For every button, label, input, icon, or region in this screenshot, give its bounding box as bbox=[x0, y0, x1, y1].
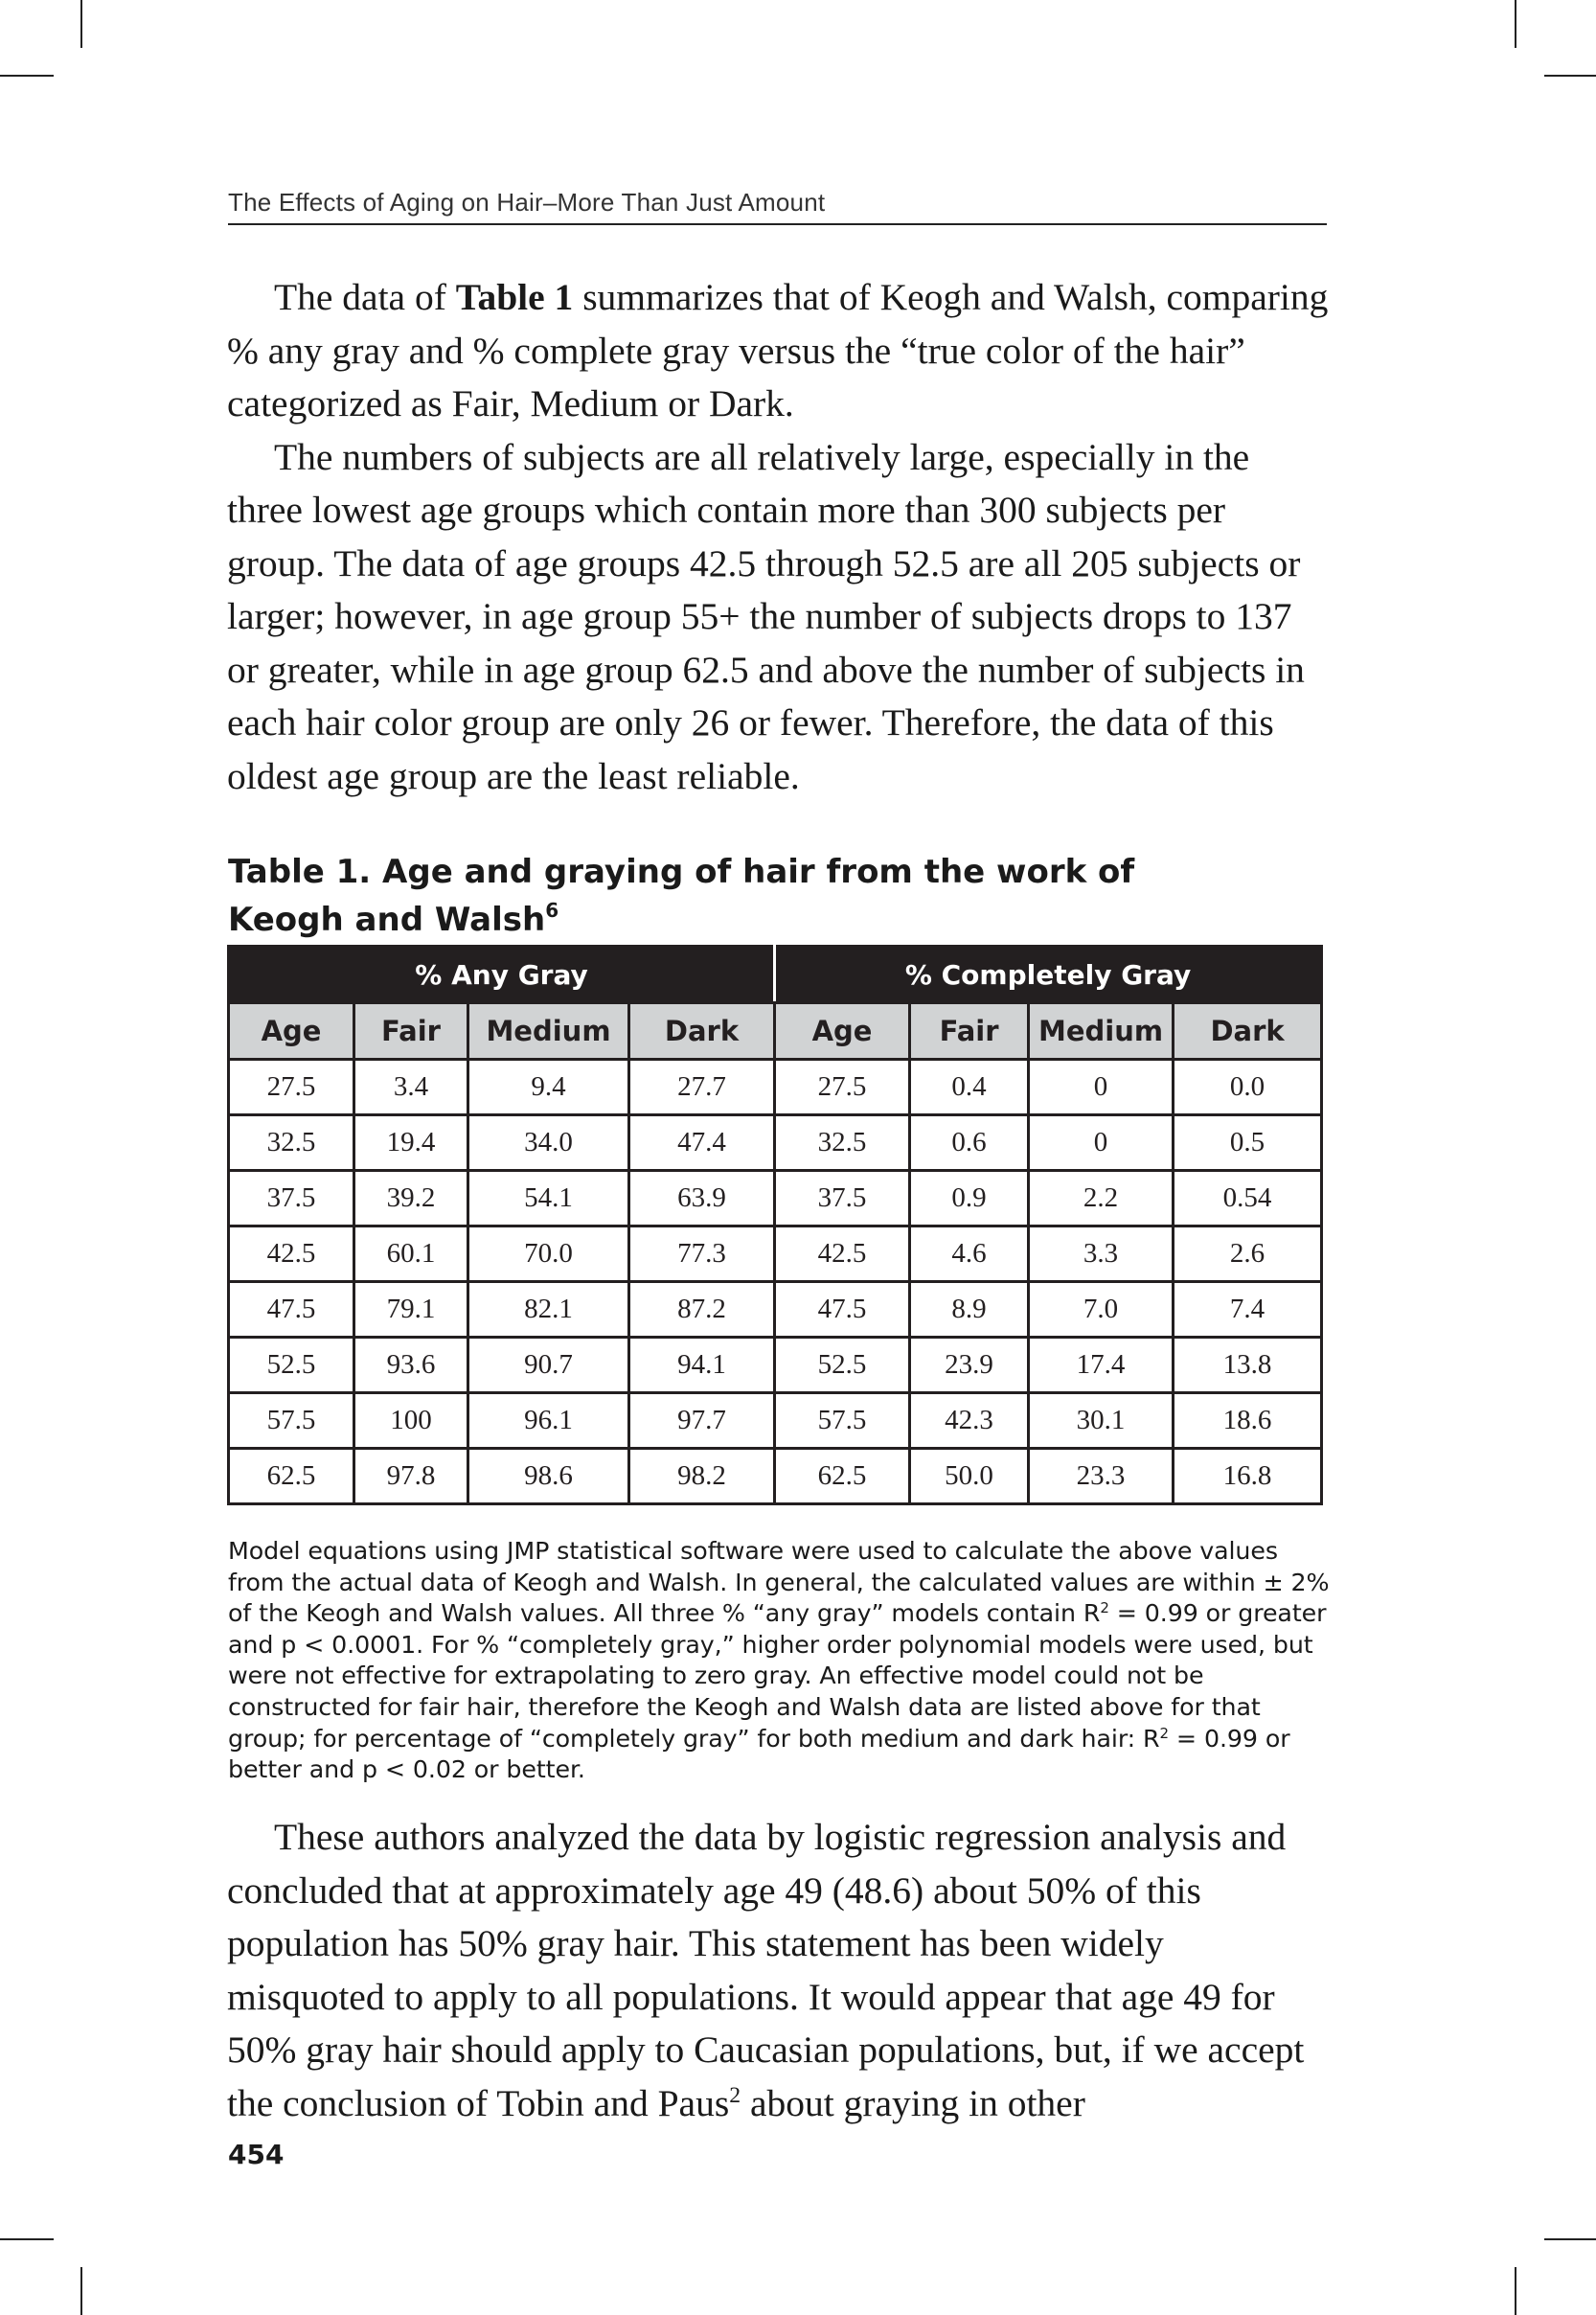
column-header: Fair bbox=[910, 1003, 1029, 1060]
paragraph bbox=[227, 1811, 1329, 2130]
body-text-bottom bbox=[227, 1811, 1329, 2130]
table-cell: 3.4 bbox=[354, 1060, 468, 1115]
table-cell: 77.3 bbox=[629, 1226, 775, 1282]
paragraph-text: These authors analyzed the data by logistic regression analysis and concluded that at approximately age 49 (48.6) about 50% of this population has 50% gray hair. This statement has been widely misquoted to apply to all populations. It would appear that age 49 for 50% gray hair should apply to Caucasian populations, but, if we accept the conclusion of Tobin and Paus bbox=[227, 1816, 1305, 2124]
table-cell: 27.5 bbox=[229, 1060, 354, 1115]
column-header: Medium bbox=[468, 1003, 629, 1060]
table-cell: 94.1 bbox=[629, 1338, 775, 1393]
table-cell: 42.5 bbox=[775, 1226, 910, 1282]
table-cell: 57.5 bbox=[775, 1393, 910, 1449]
table-cell: 52.5 bbox=[229, 1338, 354, 1393]
table-cell: 63.9 bbox=[629, 1171, 775, 1226]
table-cell: 8.9 bbox=[910, 1282, 1029, 1338]
table-cell: 96.1 bbox=[468, 1393, 629, 1449]
table-cell: 82.1 bbox=[468, 1282, 629, 1338]
table-cell: 39.2 bbox=[354, 1171, 468, 1226]
table-footnote-text: Model equations using JMP statistical software were used to calculate the above values from the actual data of Keogh and Walsh. In general, the calculated values are within ± 2% of the Keogh and Walsh values. All three % “any gray” models contain R bbox=[228, 1537, 1330, 1628]
table-cell: 18.6 bbox=[1174, 1393, 1322, 1449]
column-header: Dark bbox=[1174, 1003, 1322, 1060]
table-cell: 60.1 bbox=[354, 1226, 468, 1282]
citation-superscript: 6 bbox=[545, 899, 559, 922]
table-footnote-text: = 0.99 or better and p < 0.02 or better. bbox=[228, 1724, 1290, 1784]
table-cell: 0.0 bbox=[1174, 1060, 1322, 1115]
paragraph: The numbers of subjects are all relatively large, especially in the three lowest age groups which contain more than 300 subjects per group. The data of age groups 42.5 through 52.5 are all 205 subjects or larger; however, in age group 55+ the number of subjects drops to 137 or greater, while in age group 62.5 and above the number of subjects in each hair color group are only 26 or fewer. Therefore, the data of this oldest age group are the least reliable. bbox=[227, 435, 1305, 797]
table-cell: 0 bbox=[1029, 1060, 1174, 1115]
table-cell: 23.3 bbox=[1029, 1449, 1174, 1504]
crop-mark bbox=[0, 75, 54, 77]
table-cell: 0.6 bbox=[910, 1115, 1029, 1171]
table-row bbox=[229, 1449, 1322, 1504]
table-row bbox=[229, 1115, 1322, 1171]
table-cell: 62.5 bbox=[775, 1449, 910, 1504]
table-cell: 97.7 bbox=[629, 1393, 775, 1449]
body-text-top bbox=[227, 271, 1329, 803]
table-row bbox=[229, 1393, 1322, 1449]
table-cell: 17.4 bbox=[1029, 1338, 1174, 1393]
table-cell: 90.7 bbox=[468, 1338, 629, 1393]
paragraph-text: about graying in other bbox=[741, 2081, 1085, 2124]
table-cell: 0.9 bbox=[910, 1171, 1029, 1226]
table-cell: 32.5 bbox=[229, 1115, 354, 1171]
running-head: The Effects of Aging on Hair–More Than Just Amount bbox=[228, 188, 1327, 225]
table-cell: 98.6 bbox=[468, 1449, 629, 1504]
table-cell: 19.4 bbox=[354, 1115, 468, 1171]
exponent-superscript: 2 bbox=[1159, 1724, 1169, 1742]
table-cell: 0.4 bbox=[910, 1060, 1029, 1115]
table-cell: 27.7 bbox=[629, 1060, 775, 1115]
group-header-any-gray: % Any Gray bbox=[229, 947, 775, 1003]
page-number: 454 bbox=[228, 2139, 285, 2170]
table-cell: 32.5 bbox=[775, 1115, 910, 1171]
table-cell: 54.1 bbox=[468, 1171, 629, 1226]
table-cell: 30.1 bbox=[1029, 1393, 1174, 1449]
table-cell: 7.4 bbox=[1174, 1282, 1322, 1338]
table-footnote-text: = 0.99 or greater and p < 0.0001. For % “completely gray,” higher order polynomial models were used, but were not effective for extrapolating to zero gray. An effective model could not be constructed for fair hair, therefore the Keogh and Walsh data are listed above for that group; for percentage of “completely gray” for both medium and dark hair: R bbox=[228, 1599, 1327, 1753]
table-cell: 47.5 bbox=[775, 1282, 910, 1338]
table-cell: 37.5 bbox=[775, 1171, 910, 1226]
column-header: Fair bbox=[354, 1003, 468, 1060]
column-header: Age bbox=[775, 1003, 910, 1060]
table-cell: 37.5 bbox=[229, 1171, 354, 1226]
column-header: Medium bbox=[1029, 1003, 1174, 1060]
table-cell: 97.8 bbox=[354, 1449, 468, 1504]
paragraph bbox=[227, 271, 1329, 431]
table-cell: 50.0 bbox=[910, 1449, 1029, 1504]
table-reference: Table 1 bbox=[455, 276, 574, 318]
crop-mark bbox=[80, 2267, 82, 2315]
table-row bbox=[229, 1060, 1322, 1115]
table-cell: 98.2 bbox=[629, 1449, 775, 1504]
exponent-superscript: 2 bbox=[1100, 1599, 1109, 1617]
crop-mark bbox=[1515, 0, 1516, 48]
table-cell: 62.5 bbox=[229, 1449, 354, 1504]
group-header-completely-gray: % Completely Gray bbox=[775, 947, 1322, 1003]
crop-mark bbox=[0, 2238, 54, 2240]
table-cell: 47.4 bbox=[629, 1115, 775, 1171]
table-row bbox=[229, 1171, 1322, 1226]
crop-mark bbox=[1544, 2238, 1596, 2240]
table-cell: 3.3 bbox=[1029, 1226, 1174, 1282]
table-cell: 16.8 bbox=[1174, 1449, 1322, 1504]
table-cell: 100 bbox=[354, 1393, 468, 1449]
table-cell: 34.0 bbox=[468, 1115, 629, 1171]
table-cell: 23.9 bbox=[910, 1338, 1029, 1393]
table-row bbox=[229, 1226, 1322, 1282]
table-cell: 70.0 bbox=[468, 1226, 629, 1282]
table-row bbox=[229, 1338, 1322, 1393]
crop-mark bbox=[1544, 75, 1596, 77]
column-header: Age bbox=[229, 1003, 354, 1060]
table-column-header-row bbox=[229, 1003, 1322, 1060]
table-cell: 2.6 bbox=[1174, 1226, 1322, 1282]
table-cell: 87.2 bbox=[629, 1282, 775, 1338]
table-cell: 7.0 bbox=[1029, 1282, 1174, 1338]
table-cell: 4.6 bbox=[910, 1226, 1029, 1282]
citation-superscript: 2 bbox=[729, 2082, 741, 2108]
table-group-header-row bbox=[229, 947, 1322, 1003]
table-cell: 52.5 bbox=[775, 1338, 910, 1393]
table-cell: 2.2 bbox=[1029, 1171, 1174, 1226]
table-cell: 27.5 bbox=[775, 1060, 910, 1115]
table-cell: 0.5 bbox=[1174, 1115, 1322, 1171]
crop-mark bbox=[80, 0, 82, 48]
paragraph-text: summarizes that of Keogh and Walsh, comparing % any gray and % complete gray versus the “true color of the hair” categorized as Fair, Medium or Dark. bbox=[227, 276, 1329, 424]
table-cell: 13.8 bbox=[1174, 1338, 1322, 1393]
table-caption-text: Table 1. Age and graying of hair from the work of Keogh and Walsh bbox=[228, 853, 1135, 939]
table-footnote bbox=[228, 1536, 1330, 1786]
table-caption bbox=[228, 853, 1224, 939]
table-cell: 47.5 bbox=[229, 1282, 354, 1338]
table-cell: 0 bbox=[1029, 1115, 1174, 1171]
crop-mark bbox=[1515, 2267, 1516, 2315]
table-cell: 93.6 bbox=[354, 1338, 468, 1393]
table-cell: 0.54 bbox=[1174, 1171, 1322, 1226]
data-table bbox=[227, 945, 1323, 1505]
table-row bbox=[229, 1282, 1322, 1338]
column-header: Dark bbox=[629, 1003, 775, 1060]
table-cell: 42.3 bbox=[910, 1393, 1029, 1449]
paragraph-text: The data of bbox=[274, 276, 456, 318]
table-cell: 57.5 bbox=[229, 1393, 354, 1449]
table-cell: 42.5 bbox=[229, 1226, 354, 1282]
table-cell: 9.4 bbox=[468, 1060, 629, 1115]
table-cell: 79.1 bbox=[354, 1282, 468, 1338]
